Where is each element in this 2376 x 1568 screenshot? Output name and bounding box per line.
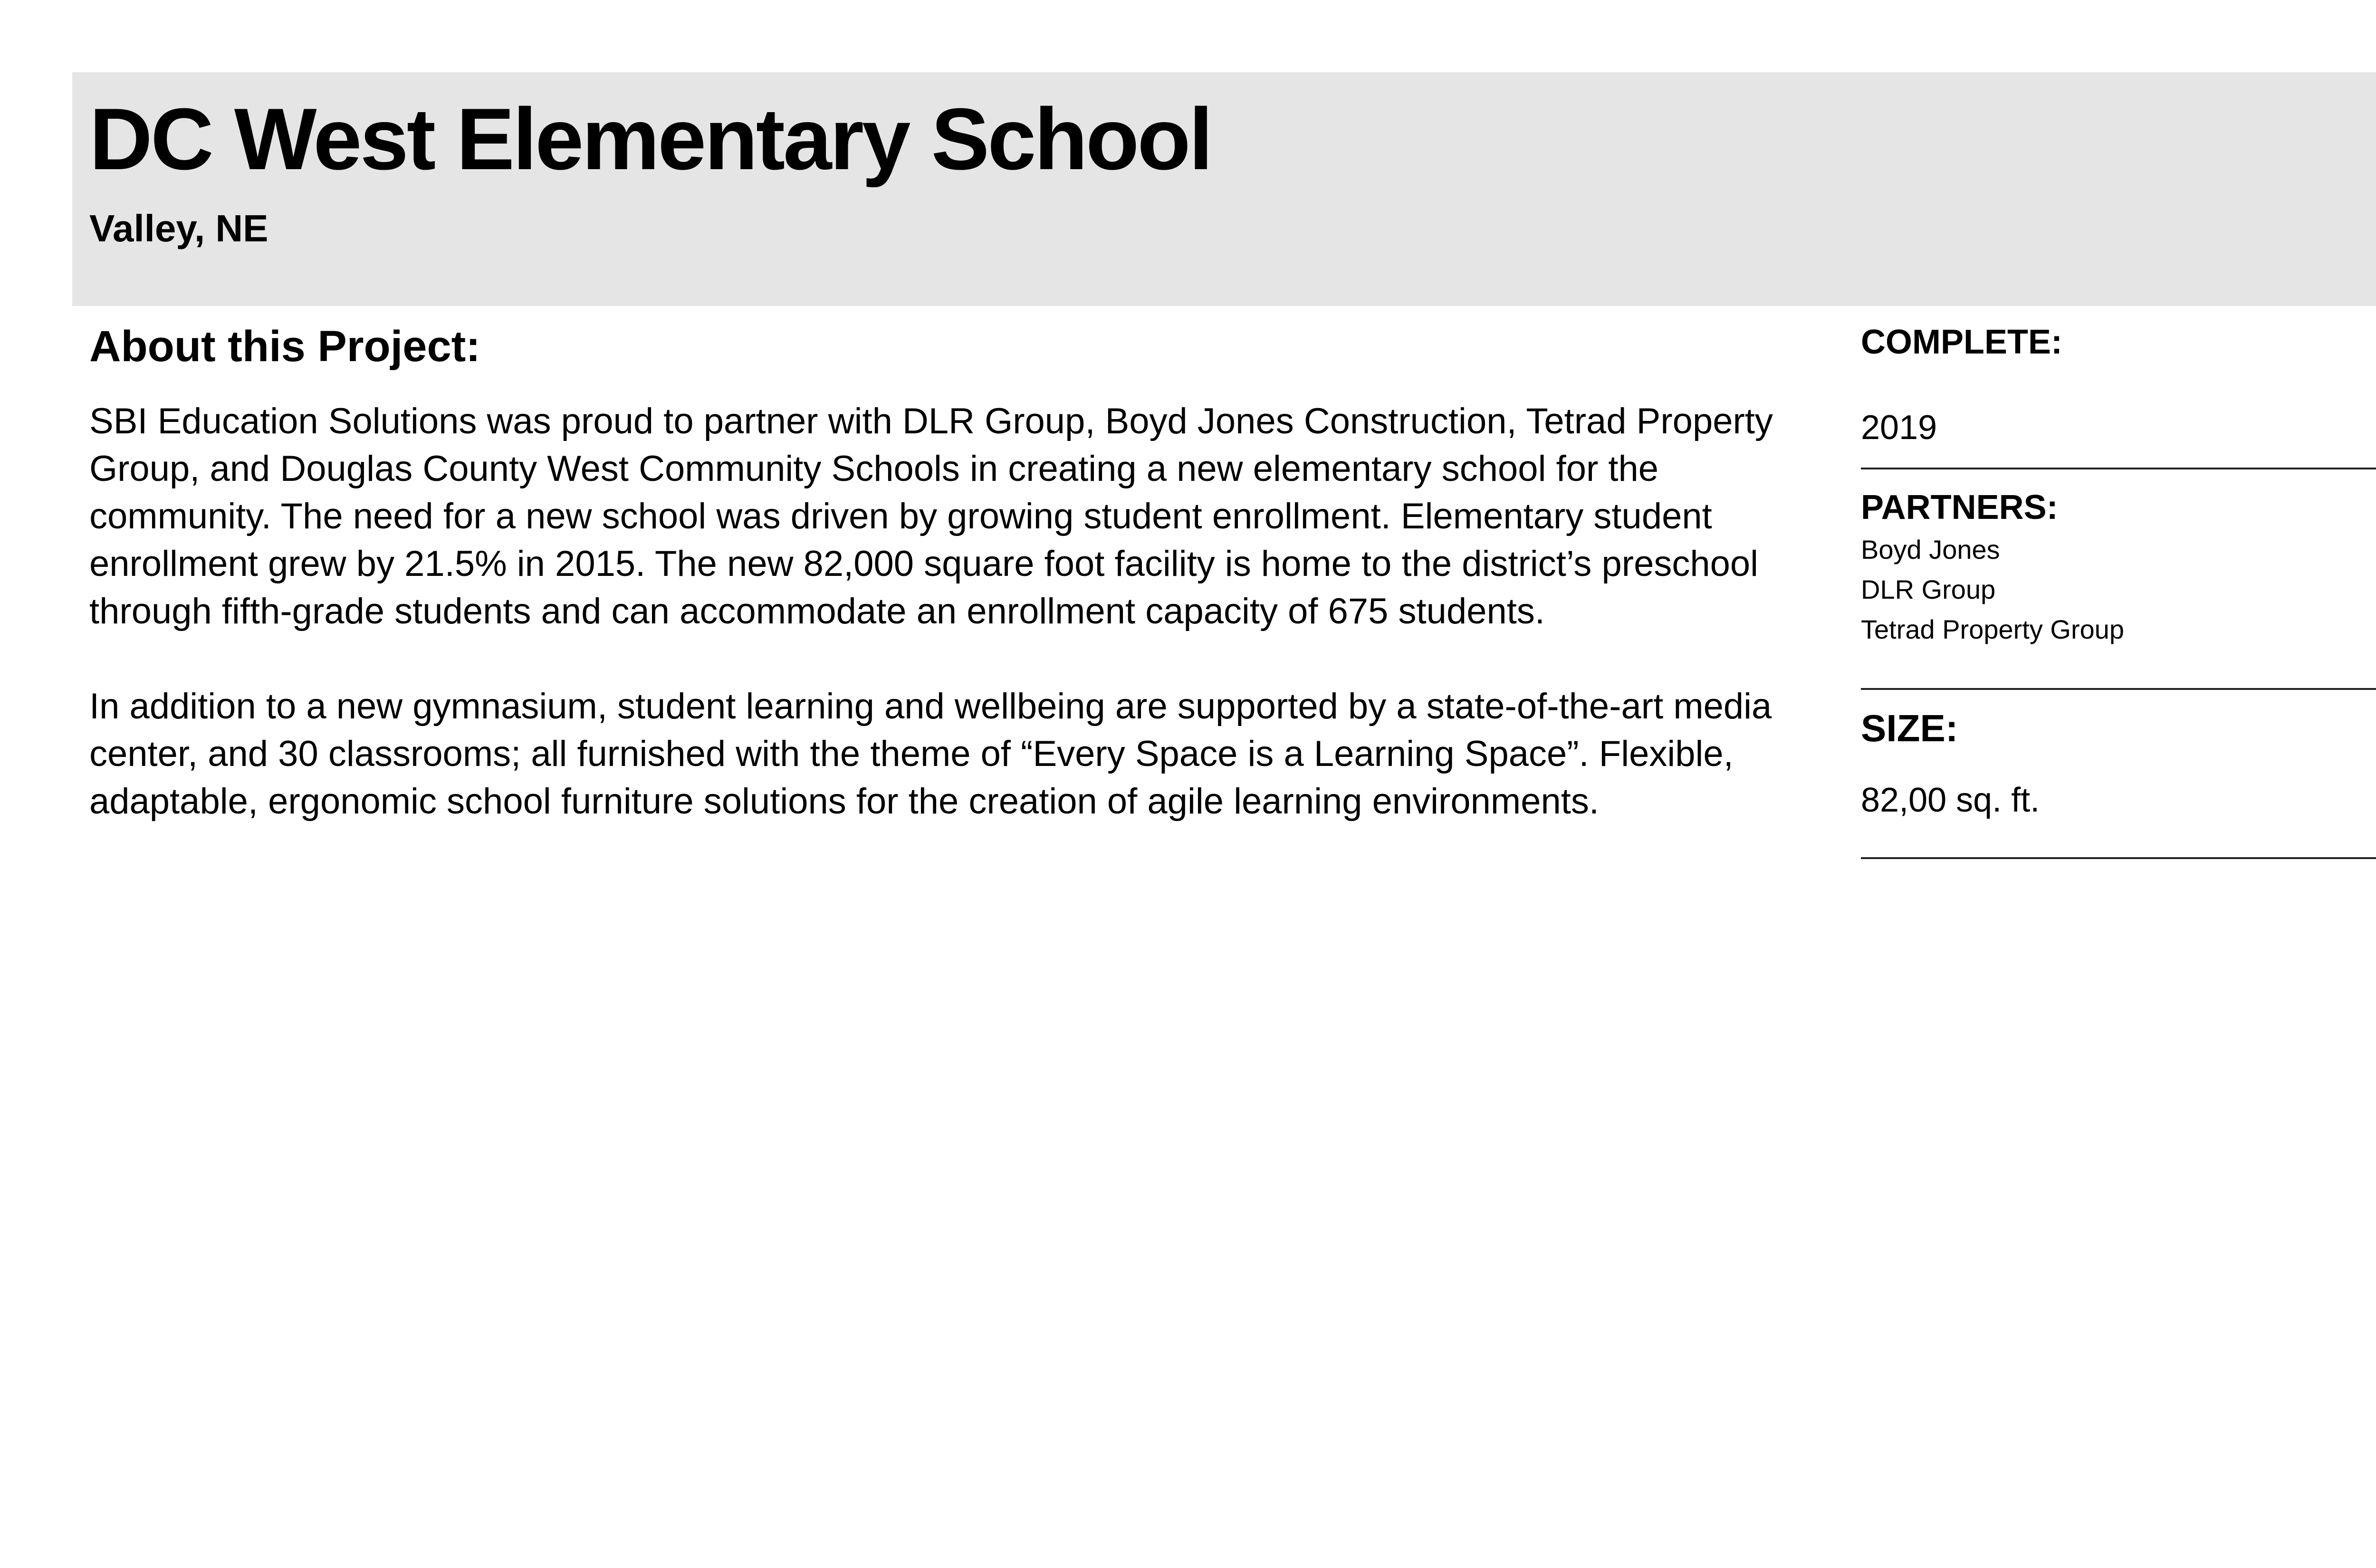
complete-value: 2019 — [1861, 409, 1937, 447]
size-section — [1861, 690, 2376, 859]
size-value: 82,00 sq. ft. — [1861, 781, 2040, 819]
about-paragraph: SBI Education Solutions was proud to partner with DLR Group, Boyd Jones Construction, Tetrad Property Group, and Douglas County West Community Schools in creating a new elementary school for the community. The need for a new school was driven by growing student enrollment. Elementary student enrollment grew by 21.5% in 2015. The new 82,000 square foot facility is home to the district’s preschool through fifth-grade students and can accommodate an enrollment capacity of 675 students. — [89, 403, 1773, 633]
partners-label: PARTNERS: — [1861, 488, 2058, 526]
partners-section — [1861, 469, 2376, 690]
partner-item: DLR Group — [1861, 574, 1996, 604]
project-location: Valley, NE — [89, 209, 268, 251]
size-label: SIZE: — [1861, 709, 1958, 751]
project-facts-sidebar — [1861, 319, 2376, 859]
about-body — [89, 399, 1800, 874]
partner-item: Boyd Jones — [1861, 534, 2000, 564]
partner-item: Tetrad Property Group — [1861, 614, 2125, 644]
about-heading: About this Project: — [89, 321, 480, 371]
complete-label: COMPLETE: — [1861, 323, 2062, 361]
complete-section — [1861, 319, 2376, 469]
project-title: DC West Elementary School — [89, 89, 1211, 188]
about-paragraph: In addition to a new gymnasium, student learning and wellbeing are supported by a state-of-the-art media center, and 30 classrooms; all furnished with the theme of “Every Space is a Learning Space”. Flexible, adaptable, ergonomic school furniture solutions for the creation of agile learning environments. — [89, 688, 1772, 823]
partners-list — [1861, 530, 2376, 650]
